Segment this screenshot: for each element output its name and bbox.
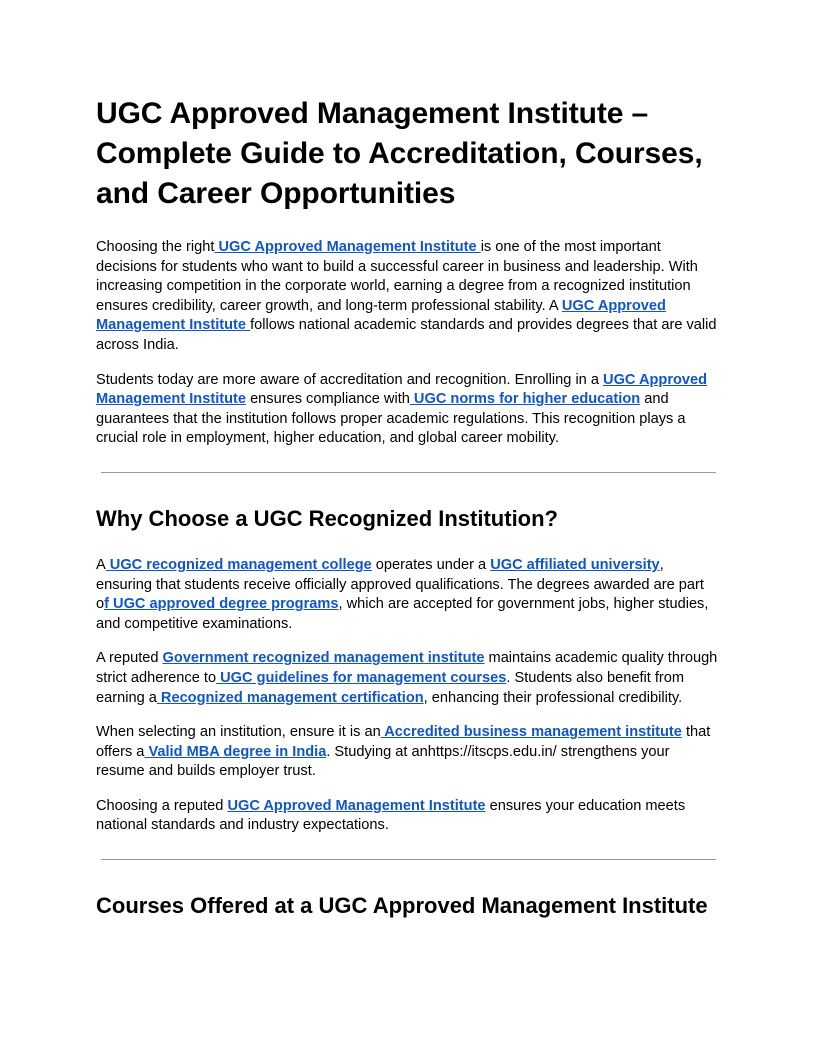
- text-span: Students today are more aware of accreditation and recognition. Enrolling in a: [96, 371, 604, 388]
- text-span: , ensuring that students receive officially approved qualifications. The degrees awarded are part o: [96, 556, 704, 613]
- text-span: , which are accepted for government jobs, higher studies, and competitive examinations.: [96, 596, 709, 632]
- link-ugc-norms[interactable]: UGC norms for higher education: [409, 391, 641, 408]
- text-span: and guarantees that the institution follows proper academic regulations. This recognition plays a crucial role in employment, higher education, and global career mobility.: [96, 391, 686, 447]
- section1-paragraph-2: [96, 649, 720, 708]
- horizontal-rule: [101, 472, 716, 473]
- text-span: Choosing the right: [96, 239, 215, 255]
- section-heading-courses: Courses Offered at a UGC Approved Management Institute: [96, 893, 708, 919]
- link-accredited-institute[interactable]: Accredited business management institute: [380, 724, 682, 741]
- text-span: A reputed: [96, 650, 163, 667]
- intro-paragraph-1: [96, 238, 720, 356]
- text-span: When selecting an institution, ensure it is an: [96, 724, 381, 741]
- text-span: ensures compliance with: [246, 391, 410, 408]
- link-ugc-approved-degree-programs[interactable]: f UGC approved degree programs: [104, 596, 339, 613]
- section-heading-why-choose: Why Choose a UGC Recognized Institution?: [96, 505, 558, 531]
- text-span: ensures your education meets national standards and industry expectations.: [96, 797, 686, 834]
- text-span: . Studying at anhttps://itscps.edu.in/ strengthens your resume and builds employer trust.: [96, 743, 670, 780]
- horizontal-rule: [101, 859, 716, 860]
- text-span: , enhancing their professional credibility.: [423, 689, 683, 706]
- page-title: UGC Approved Management Institute – Complete Guide to Accreditation, Courses, and Career Opportunities: [96, 97, 703, 210]
- link-valid-mba-degree[interactable]: Valid MBA degree in India: [144, 743, 327, 760]
- link-ugc-approved-institute-4[interactable]: UGC Approved Management Institute: [227, 797, 486, 814]
- link-ugc-approved-institute-2[interactable]: UGC Approved Management Institute: [96, 297, 666, 334]
- text-span: that offers a: [96, 724, 711, 760]
- link-ugc-approved-institute-3[interactable]: UGC Approved Management Institute: [96, 371, 708, 408]
- text-span: . Students also benefit from earning a: [96, 669, 685, 706]
- text-span: follows national academic standards and provides degrees that are valid across India.: [96, 317, 717, 353]
- text-span: is one of the most important decisions for students who want to build a successful career in business and leadership. With increasing competition in the corporate world, earning a degree from a recognized institution ensures credibility, career growth, and long-term professional stability. A: [96, 239, 698, 314]
- link-government-recognized-institute[interactable]: Government recognized management institute: [162, 650, 485, 667]
- text-span: maintains academic quality through strict adherence to: [96, 650, 718, 686]
- link-ugc-guidelines[interactable]: UGC guidelines for management courses: [216, 669, 507, 686]
- text-span: operates under a: [371, 556, 491, 573]
- link-recognized-certification[interactable]: Recognized management certification: [156, 689, 424, 706]
- intro-paragraph-2: [96, 371, 720, 449]
- section1-paragraph-3: [96, 723, 720, 782]
- link-ugc-approved-institute[interactable]: UGC Approved Management Institute: [214, 239, 481, 255]
- link-ugc-recognized-college[interactable]: UGC recognized management college: [105, 556, 372, 573]
- text-span: A: [96, 556, 106, 573]
- document-page: [96, 94, 720, 921]
- section1-paragraph-4: [96, 797, 720, 836]
- link-ugc-affiliated-university[interactable]: UGC affiliated university: [490, 556, 660, 573]
- section1-paragraph-1: [96, 556, 720, 634]
- text-span: Choosing a reputed: [96, 797, 228, 814]
